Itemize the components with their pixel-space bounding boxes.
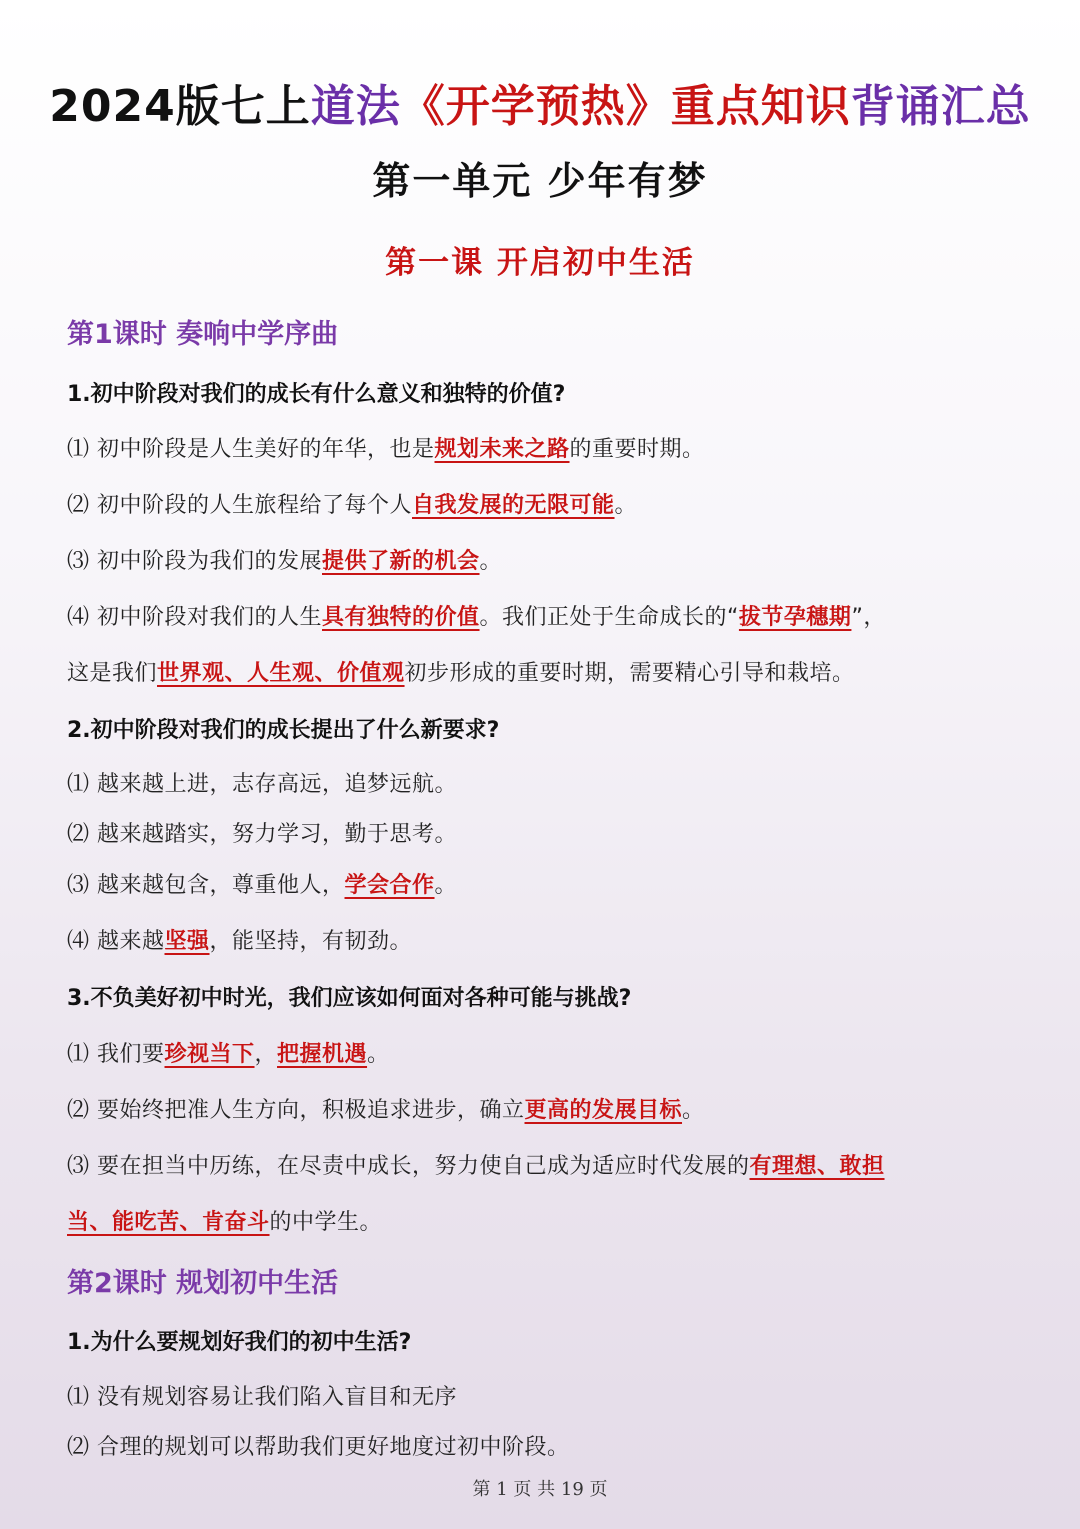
answer-item-continued: 这是我们世界观、人生观、价值观初步形成的重要时期，需要精心引导和栽培。 xyxy=(67,661,855,686)
answer-item: ⑴ 我们要珍视当下，把握机遇。 xyxy=(67,1042,390,1067)
answer-item: ⑷ 初中阶段对我们的人生具有独特的价值。我们正处于生命成长的“拔节孕穗期”， xyxy=(67,605,886,630)
answer-item: ⑶ 越来越包含，尊重他人，学会合作。 xyxy=(67,873,458,898)
title-year: 2024版七上 xyxy=(49,81,311,132)
page-number: 1 xyxy=(496,1479,508,1500)
answer-item-continued: 当、能吃苦、肯奋斗的中学生。 xyxy=(67,1210,383,1235)
unit-heading: 第一单元 少年有梦 xyxy=(372,159,708,203)
question-3: 3.不负美好初中时光，我们应该如何面对各种可能与挑战? xyxy=(67,986,632,1011)
period-1-heading: 第1课时 奏响中学序曲 xyxy=(67,319,339,350)
answer-item: ⑷ 越来越坚强，能坚持，有韧劲。 xyxy=(67,929,413,954)
answer-item: ⑴ 越来越上进，志存高远，追梦远航。 xyxy=(67,772,457,797)
page-footer: 第 1 页 共 19 页 xyxy=(472,1479,608,1500)
answer-item: ⑵ 合理的规划可以帮助我们更好地度过初中阶段。 xyxy=(67,1435,570,1460)
answer-item: ⑵ 要始终把准人生方向，积极追求进步，确立更高的发展目标。 xyxy=(67,1098,705,1123)
period-2-heading: 第2课时 规划初中生活 xyxy=(67,1268,339,1299)
lesson-heading: 第一课 开启初中生活 xyxy=(385,245,695,281)
title-subject: 道法 xyxy=(310,81,401,132)
title-summary: 背诵汇总 xyxy=(850,81,1031,132)
answer-item: ⑶ 初中阶段为我们的发展提供了新的机会。 xyxy=(67,549,503,574)
answer-item: ⑵ 初中阶段的人生旅程给了每个人自我发展的无限可能。 xyxy=(67,493,638,518)
total-pages: 19 xyxy=(560,1479,584,1500)
answer-item: ⑴ 没有规划容易让我们陷入盲目和无序 xyxy=(67,1385,457,1410)
question-1: 1.为什么要规划好我们的初中生活? xyxy=(67,1330,412,1355)
answer-item: ⑶ 要在担当中历练，在尽责中成长，努力使自己成为适应时代发展的有理想、敢担 xyxy=(67,1154,885,1179)
answer-item: ⑴ 初中阶段是人生美好的年华，也是规划未来之路的重要时期。 xyxy=(67,437,705,462)
page-title xyxy=(0,70,1080,134)
question-1: 1.初中阶段对我们的成长有什么意义和独特的价值? xyxy=(67,382,566,407)
answer-item: ⑵ 越来越踏实，努力学习，勤于思考。 xyxy=(67,822,457,847)
title-topic: 《开学预热》重点知识 xyxy=(400,81,851,132)
question-2: 2.初中阶段对我们的成长提出了什么新要求? xyxy=(67,718,500,743)
